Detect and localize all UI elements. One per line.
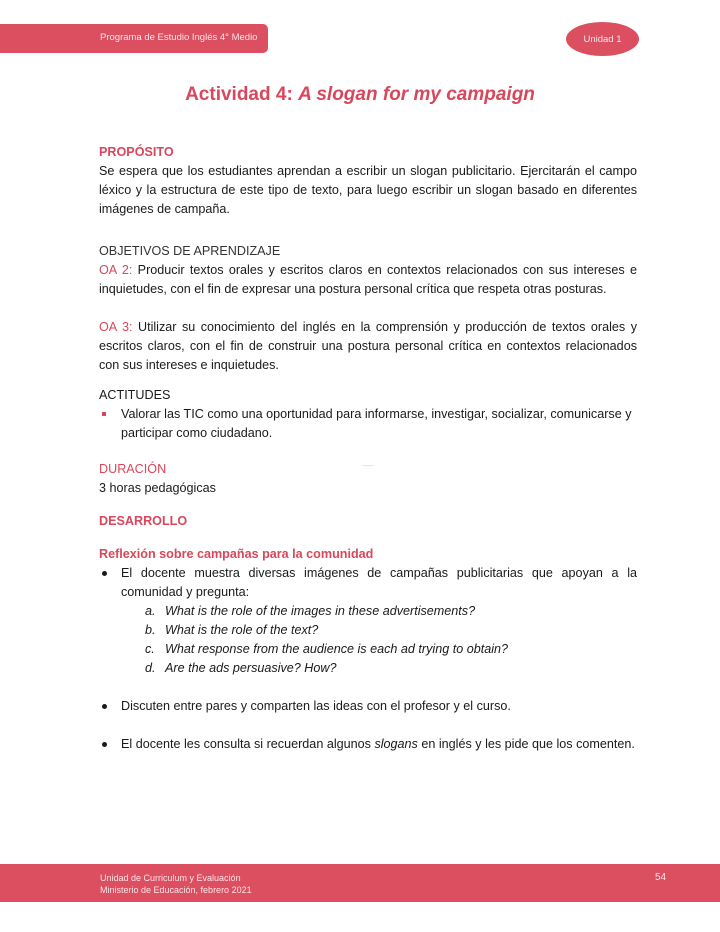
desarrollo-section bbox=[99, 512, 637, 531]
oa3-text: Utilizar su conocimiento del inglés en la comprensión y producción de textos orales y escritos claros, con el fin de construir una postura personal crítica en contextos relacionados con sus intereses e inquietudes. bbox=[99, 320, 637, 372]
footer-line-1: Unidad de Curriculum y Evaluación bbox=[100, 873, 241, 883]
desarrollo-subheading: Reflexión sobre campañas para la comunidad bbox=[99, 547, 374, 561]
duracion-heading: DURACIÓN bbox=[99, 462, 167, 476]
question-text: What is the role of the text? bbox=[165, 623, 319, 637]
footer-credits bbox=[100, 872, 252, 896]
desarrollo-bullet-1 bbox=[99, 564, 637, 602]
objetivos-section bbox=[99, 242, 637, 375]
bullet-dot-icon bbox=[102, 704, 107, 709]
bullet-dot-icon bbox=[102, 742, 107, 747]
unit-badge bbox=[566, 22, 639, 56]
bullet-2-text: Discuten entre pares y comparten las ideas con el profesor y el curso. bbox=[121, 699, 511, 713]
question-text: What response from the audience is each ad trying to obtain? bbox=[165, 642, 509, 656]
program-title: Programa de Estudio Inglés 4° Medio bbox=[100, 32, 258, 43]
activity-title bbox=[0, 84, 720, 106]
question-letter: a. bbox=[145, 604, 156, 618]
bullet-dot-icon bbox=[102, 571, 107, 576]
actitud-item bbox=[99, 405, 637, 443]
title-italic: A slogan for my campaign bbox=[298, 84, 535, 105]
duracion-section bbox=[99, 460, 637, 498]
question-c bbox=[145, 640, 637, 659]
proposito-heading: PROPÓSITO bbox=[99, 145, 174, 159]
bullet-1-text: El docente muestra diversas imágenes de campañas publicitarias que apoyan a la comunidad y pregunta: bbox=[121, 566, 637, 599]
question-letter: c. bbox=[145, 642, 155, 656]
footer-band bbox=[0, 864, 720, 902]
bullet-3-text-pre: El docente les consulta si recuerdan algunos bbox=[121, 737, 375, 751]
actitudes-section bbox=[99, 386, 637, 443]
actitud-text: Valorar las TIC como una oportunidad para informarse, investigar, socializar, comunicarse y participar como ciudadano. bbox=[121, 407, 632, 440]
oa3-code: OA 3: bbox=[99, 320, 133, 334]
question-d bbox=[145, 659, 637, 678]
question-text: What is the role of the images in these advertisements? bbox=[165, 604, 476, 618]
desarrollo-body bbox=[99, 545, 637, 754]
question-letter: d. bbox=[145, 661, 156, 675]
footer-line-2: Ministerio de Educación, febrero 2021 bbox=[100, 885, 252, 895]
question-text: Are the ads persuasive? How? bbox=[165, 661, 337, 675]
question-b bbox=[145, 621, 637, 640]
unit-label: Unidad 1 bbox=[583, 33, 622, 45]
bullet-3-text-italic: slogans bbox=[374, 737, 418, 751]
bullet-square-icon bbox=[102, 412, 106, 416]
question-a bbox=[145, 602, 637, 621]
proposito-section bbox=[99, 143, 637, 219]
oa3-item bbox=[99, 318, 637, 375]
page-number: 54 bbox=[655, 872, 667, 883]
actitudes-heading: ACTITUDES bbox=[99, 388, 171, 402]
desarrollo-bullet-3 bbox=[99, 735, 637, 754]
oa2-text: Producir textos orales y escritos claros en contextos relacionados con sus intereses e inquietudes, con el fin de expresar una postura personal crítica que respeta otras posturas. bbox=[99, 263, 637, 296]
oa2-code: OA 2: bbox=[99, 263, 133, 277]
objetivos-heading: OBJETIVOS DE APRENDIZAJE bbox=[99, 244, 281, 258]
question-list bbox=[99, 602, 637, 678]
question-letter: b. bbox=[145, 623, 156, 637]
proposito-text: Se espera que los estudiantes aprendan a escribir un slogan publicitario. Ejercitarán el campo léxico y la estructura de este tipo de texto, para luego escribir un slogan basado en diferentes imágenes de campaña. bbox=[99, 164, 637, 216]
desarrollo-bullet-2 bbox=[99, 697, 637, 716]
bullet-3-text-post: en inglés y les pide que los comenten. bbox=[417, 737, 635, 751]
oa2-item bbox=[99, 261, 637, 299]
duracion-text: 3 horas pedagógicas bbox=[99, 481, 216, 495]
header-program-band bbox=[0, 24, 268, 53]
title-prefix: Actividad 4: bbox=[185, 84, 299, 105]
desarrollo-heading: DESARROLLO bbox=[99, 514, 188, 528]
